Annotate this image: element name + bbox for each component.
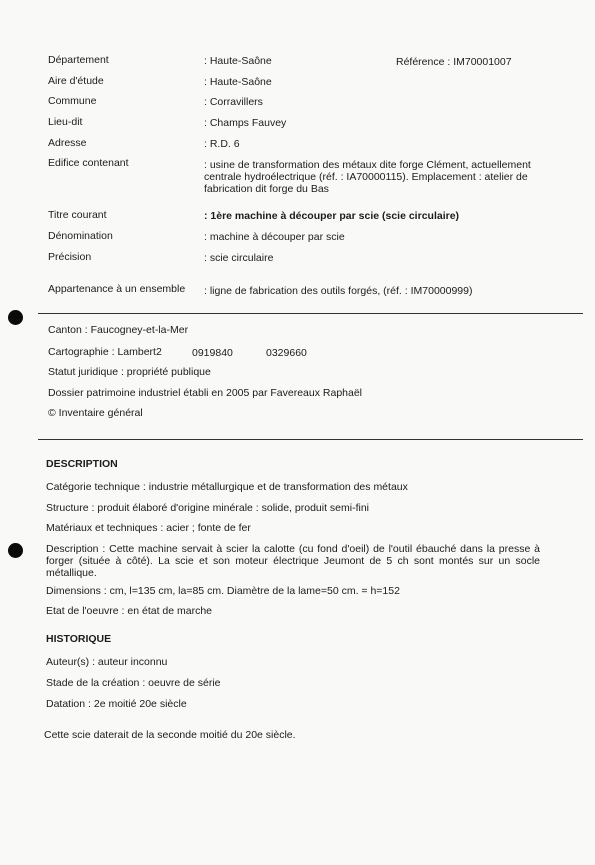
auteurs-line: Auteur(s) : auteur inconnu [46,656,168,668]
field-label-appartenance: Appartenance à un ensemble [48,283,186,295]
datation-line: Datation : 2e moitié 20e siècle [46,698,187,710]
field-value-denomination: : machine à découper par scie [204,231,345,243]
inventaire-line: © Inventaire général [48,407,143,419]
field-value-aire-etude: : Haute-Saône [204,76,272,88]
field-label-denomination: Dénomination [48,230,113,242]
punch-hole-bottom [8,543,23,558]
field-label-adresse: Adresse [48,137,87,149]
field-value-edifice: : usine de transformation des métaux dite forge Clément, actuellement centrale hydroélectrique (réf. : IA70000115). Emplacement : atelier de fabrication dit forge du Bas [204,159,531,195]
field-label-commune: Commune [48,95,97,107]
structure-line: Structure : produit élaboré d'origine minérale : solide, produit semi-fini [46,502,369,514]
etat-line: Etat de l'oeuvre : en état de marche [46,605,213,617]
coordinate-x: 0919840 [192,347,233,359]
field-value-precision: : scie circulaire [204,252,274,264]
field-label-edifice: Edifice contenant [48,157,129,169]
reference-number: Référence : IM70001007 [396,56,512,68]
field-label-lieu-dit: Lieu-dit [48,116,83,128]
cartographie-label: Cartographie : Lambert2 [48,346,162,358]
field-label-precision: Précision [48,251,92,263]
canton-line: Canton : Faucogney-et-la-Mer [48,324,189,336]
field-label-aire-etude: Aire d'étude [48,75,104,87]
field-value-departement: : Haute-Saône [204,55,272,67]
materiaux-line: Matériaux et techniques : acier ; fonte de fer [46,522,251,534]
stade-line: Stade de la création : oeuvre de série [46,677,221,689]
historique-note: Cette scie daterait de la seconde moitié du 20e siècle. [44,729,296,741]
field-value-titre-courant: : 1ère machine à découper par scie (scie circulaire) [204,210,460,222]
divider-bottom [38,439,583,440]
field-value-appartenance: : ligne de fabrication des outils forgés, (réf. : IM70000999) [204,285,473,297]
divider-top [38,313,583,314]
categorie-line: Catégorie technique : industrie métallurgique et de transformation des métaux [46,481,408,493]
coordinate-y: 0329660 [266,347,307,359]
field-label-titre-courant: Titre courant [48,209,107,221]
historique-heading: HISTORIQUE [46,633,112,645]
field-value-adresse: : R.D. 6 [204,138,240,150]
field-value-commune: : Corravillers [204,96,263,108]
field-value-lieu-dit: : Champs Fauvey [204,117,287,129]
dossier-line: Dossier patrimoine industriel établi en 2005 par Favereaux Raphaël [48,387,363,399]
dimensions-line: Dimensions : cm, l=135 cm, la=85 cm. Diamètre de la lame=50 cm. = h=152 [46,585,400,597]
statut-line: Statut juridique : propriété publique [48,366,211,378]
punch-hole-top [8,310,23,325]
description-paragraph: Description : Cette machine servait à scier la calotte (cu fond d'oeil) de l'outil ébauché dans la presse à forger (située à côté). La scie et son moteur électrique Jeumont de 5 ch sont montés sur un socle métallique. [46,543,540,579]
field-label-departement: Département [48,54,109,66]
description-heading: DESCRIPTION [46,458,118,470]
